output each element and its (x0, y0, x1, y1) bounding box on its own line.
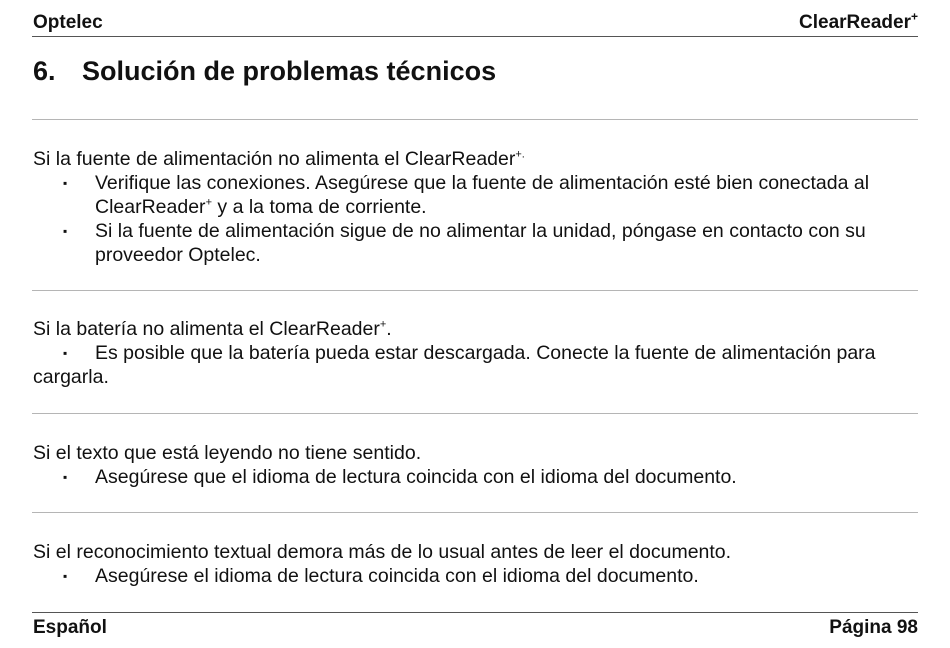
bullet-icon: ▪ (63, 176, 68, 190)
troubleshoot-section-text-meaning (33, 441, 910, 489)
troubleshoot-section-recognition-delay (33, 540, 910, 588)
bullet-list (33, 564, 910, 588)
footer-language: Español (33, 617, 107, 638)
section-intro: Si el texto que está leyendo no tiene sentido. (33, 442, 422, 464)
header-product-sup: + (910, 9, 918, 24)
section-intro: Si la fuente de alimentación no alimenta el ClearReader+. (33, 148, 525, 170)
section-intro: Si la batería no alimenta el ClearReader+. (33, 318, 392, 340)
bullet-list (33, 465, 910, 489)
header-product-name: ClearReader (799, 12, 911, 33)
section-divider (32, 413, 918, 414)
section-intro: Si el reconocimiento textual demora más de lo usual antes de leer el documento. (33, 541, 732, 563)
section-divider (32, 512, 918, 513)
bullet-icon: ▪ (63, 569, 68, 583)
header-divider (32, 36, 918, 37)
section-divider (32, 290, 918, 291)
list-item: ▪ Asegúrese el idioma de lectura coincida con el idioma del documento. (63, 565, 699, 587)
bullet-list (33, 171, 910, 267)
bullet-icon: ▪ (63, 346, 68, 360)
section-number: 6. (33, 56, 56, 86)
footer-divider (32, 612, 918, 613)
section-divider (32, 119, 918, 120)
bullet-icon: ▪ (63, 470, 68, 484)
header-brand: Optelec (33, 12, 103, 33)
bullet-list (33, 341, 910, 389)
header-product (799, 9, 918, 34)
list-item: ▪ Si la fuente de alimentación sigue de no alimentar la unidad, póngase en contacto con su proveedor Optelec. (63, 220, 866, 266)
bullet-icon: ▪ (63, 224, 68, 238)
list-item: ▪ Es posible que la batería pueda estar descargada. Conecte la fuente de alimentación para cargarla. (33, 342, 876, 388)
list-item: ▪ Verifique las conexiones. Asegúrese que la fuente de alimentación esté bien conectada al ClearReader+ y a la toma de corriente. (63, 172, 870, 218)
footer-page-number: Página 98 (829, 617, 918, 638)
troubleshoot-section-power-supply (33, 147, 910, 267)
troubleshoot-section-battery (33, 317, 910, 389)
page-title (33, 56, 496, 87)
list-item: ▪ Asegúrese que el idioma de lectura coincida con el idioma del documento. (63, 466, 737, 488)
section-title: Solución de problemas técnicos (82, 56, 497, 86)
